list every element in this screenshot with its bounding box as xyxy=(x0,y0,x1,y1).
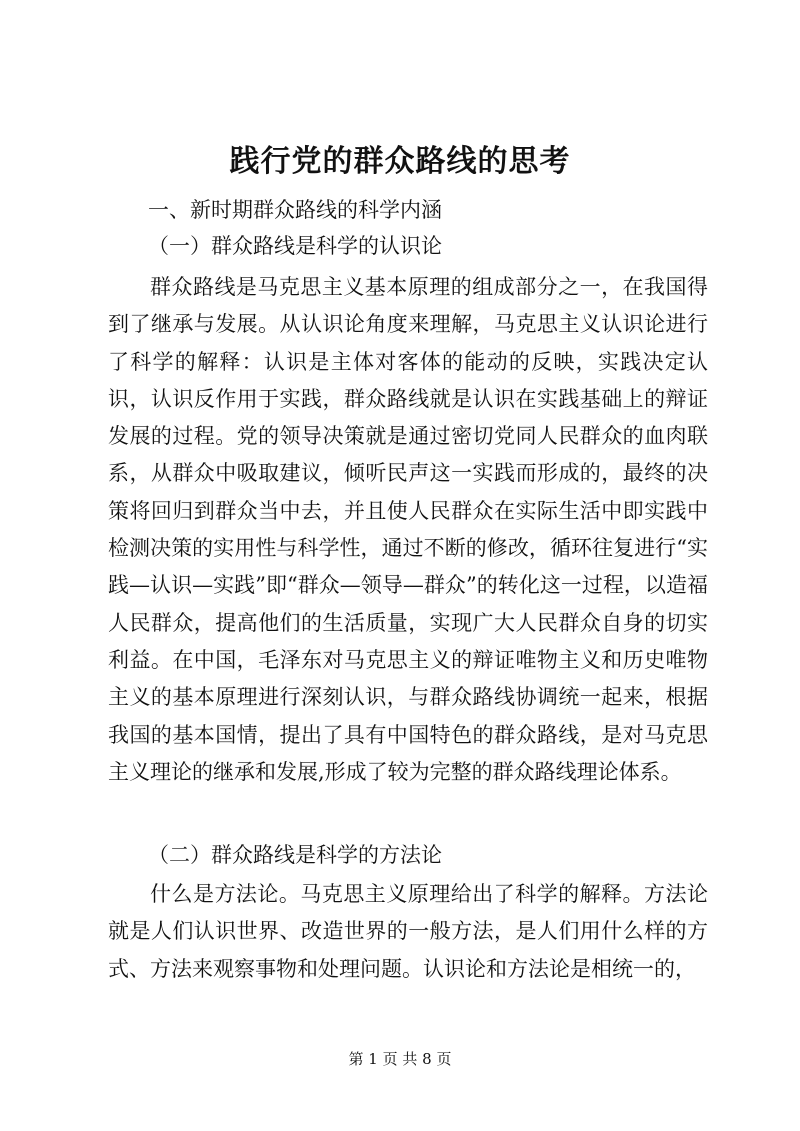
document-title: 践行党的群众路线的思考 xyxy=(229,144,571,179)
section-heading: 一、新时期群众路线的科学内涵 xyxy=(148,198,442,222)
body-paragraph-2: 什么是方法论。马克思主义原理给出了科学的解释。方法论就是人们认识世界、改造世界的一般方法，是人们用什么样的方式、方法来观察事物和处理问题。认识论和方法论是相统一的， xyxy=(108,882,708,981)
page-number-footer: 第 1 页 共 8 页 xyxy=(348,1050,452,1068)
subsection-heading-1: （一）群众路线是科学的认识论 xyxy=(148,234,442,258)
subsection-heading-2: （二）群众路线是科学的方法论 xyxy=(148,843,442,867)
body-paragraph-1: 群众路线是马克思主义基本原理的组成部分之一，在我国得到了继承与发展。从认识论角度来理解，马克思主义认识论进行了科学的解释：认识是主体对客体的能动的反映，实践决定认识，认识反作用于实践，群众路线就是认识在实践基础上的辩证发展的过程。党的领导决策就是通过密切党同人民群众的血肉联系，从群众中吸取建议，倾听民声这一实践而形成的，最终的决策将回归到群众当中去，并且使人民群众在实际生活中即实践中检测决策的实用性与科学性，通过不断的修改，循环往复进行“实践—认识—实践”即“群众—领导—群众”的转化这一过程，以造福人民群众，提高他们的生活质量，实现广大人民群众自身的切实利益。在中国，毛泽东对马克思主义的辩证唯物主义和历史唯物主义的基本原理进行深刻认识，与群众路线协调统一起来，根据我国的基本国情，提出了具有中国特色的群众路线，是对马克思主义理论的继承和发展,形成了较为完整的群众路线理论体系。 xyxy=(108,275,708,784)
